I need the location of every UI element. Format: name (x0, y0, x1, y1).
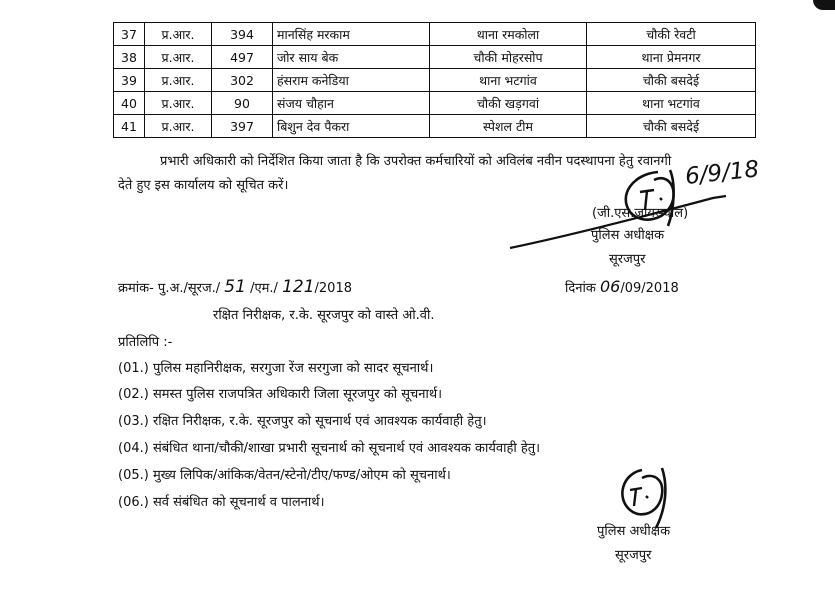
copy-item: (06.) सर्व संबंधित को सूचनार्थ व पालनार्थ। (118, 495, 325, 510)
cell-rank: प्र.आर. (145, 69, 212, 92)
signature-place: सूरजपुर (615, 548, 652, 563)
cell-number: 302 (212, 69, 273, 92)
signature-designation: पुलिस अधीक्षक (597, 524, 671, 539)
order-date-label: दिनांक (565, 281, 596, 296)
order-number-handwritten-2: 121 (282, 277, 315, 297)
copy-item: (01.) पुलिस महानिरीक्षक, सरगुजा रेंज सरगुजा को सादर सूचनार्थ। (118, 361, 434, 376)
cell-name: बिशुन देव पैकरा (273, 115, 430, 138)
table-row (114, 23, 756, 46)
cell-new-posting: चौकी बसदेई (587, 69, 756, 92)
cell-rank: प्र.आर. (145, 115, 212, 138)
cell-current-posting: चौकी मोहरसोप (430, 46, 587, 69)
cell-rank: प्र.आर. (145, 23, 212, 46)
cell-serial: 39 (114, 69, 145, 92)
copy-item: (05.) मुख्य लिपिक/आंकिक/वेतन/स्टेनो/टीए/फण्ड/ओएम को सूचनार्थ। (118, 468, 451, 483)
cell-serial: 40 (114, 92, 145, 115)
staff-transfer-table (113, 22, 756, 138)
cell-serial: 41 (114, 115, 145, 138)
cell-current-posting: स्पेशल टीम (430, 115, 587, 138)
cell-number: 394 (212, 23, 273, 46)
order-date-rest: /09/2018 (620, 281, 679, 296)
cell-serial: 38 (114, 46, 145, 69)
order-number-mid: /एम./ (250, 281, 278, 296)
addressee-line: रक्षित निरीक्षक, र.के. सूरजपुर को वास्ते ओ.वी. (213, 308, 435, 323)
cell-number: 397 (212, 115, 273, 138)
officer-name: (जी.एस.जायसवाल) (592, 206, 689, 221)
table-row (114, 46, 756, 69)
copy-item: (02.) समस्त पुलिस राजपत्रित अधिकारी जिला सूरजपुर को सूचनार्थ। (118, 387, 443, 402)
order-date (565, 277, 679, 296)
cell-name: हंसराम कनेडिया (273, 69, 430, 92)
cell-current-posting: चौकी खड़गवां (430, 92, 587, 115)
cell-rank: प्र.आर. (145, 92, 212, 115)
officer-place: सूरजपुर (609, 252, 646, 267)
instruction-line-1: प्रभारी अधिकारी को निर्देशित किया जाता है कि उपरोक्त कर्मचारियों को अविलंब नवीन पदस्थापना हेतु रवानगी (160, 154, 672, 169)
cell-new-posting: चौकी रेवटी (587, 23, 756, 46)
handwritten-date: 6/9/18 (683, 156, 761, 190)
instruction-line-2: देते हुए इस कार्यालय को सूचित करें। (118, 178, 289, 193)
cell-name: संजय चौहान (273, 92, 430, 115)
scan-corner-mark (813, 0, 835, 10)
cell-new-posting: चौकी बसदेई (587, 115, 756, 138)
order-number (118, 277, 352, 297)
cell-new-posting: थाना भटगांव (587, 92, 756, 115)
order-number-suffix: /2018 (314, 281, 352, 296)
cell-number: 90 (212, 92, 273, 115)
table-row (114, 69, 756, 92)
order-number-handwritten-1: 51 (224, 277, 246, 297)
table-row (114, 115, 756, 138)
cell-name: मानसिंह मरकाम (273, 23, 430, 46)
cell-name: जोर साय बेक (273, 46, 430, 69)
cell-rank: प्र.आर. (145, 46, 212, 69)
copy-item: (04.) संबंधित थाना/चौकी/शाखा प्रभारी सूचनार्थ को सूचनार्थ एवं आवश्यक कार्यवाही हेतु। (118, 441, 541, 456)
cell-number: 497 (212, 46, 273, 69)
table-row (114, 92, 756, 115)
copy-item: (03.) रक्षित निरीक्षक, र.के. सूरजपुर को सूचनार्थ एवं आवश्यक कार्यवाही हेतु। (118, 414, 487, 429)
officer-designation: पुलिस अधीक्षक (591, 228, 665, 243)
cell-current-posting: थाना रमकोला (430, 23, 587, 46)
order-date-handwritten: 06 (599, 277, 621, 296)
cell-new-posting: थाना प्रेमनगर (587, 46, 756, 69)
cell-serial: 37 (114, 23, 145, 46)
order-number-prefix: क्रमांक- पु.अ./सूरज./ (118, 281, 221, 296)
copy-heading: प्रतिलिपि :- (118, 335, 173, 350)
cell-current-posting: थाना भटगांव (430, 69, 587, 92)
